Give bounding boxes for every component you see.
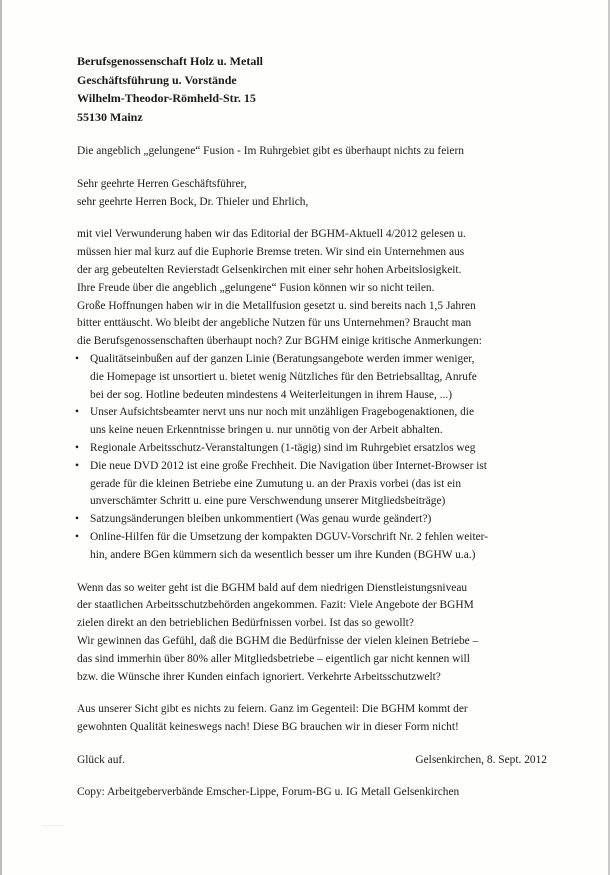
text-line: Große Hoffnungen haben wir in die Metallfusion gesetzt u. sind bereits nach 1,5 Jahren bbox=[77, 299, 476, 312]
list-item bbox=[77, 529, 547, 565]
text-line: gerade für die kleinen Betriebe eine Zumutung u. an der Praxis vorbei (das ist ein bbox=[90, 477, 462, 490]
final-paragraph bbox=[77, 701, 547, 737]
address-line: Geschäftsführung u. Vorstände bbox=[77, 72, 237, 87]
text-line: Unser Aufsichtsbeamter nervt uns nur noch mit unzähligen Fragebogenaktionen, die bbox=[90, 406, 475, 419]
text-line: gewohnten Qualität keineswegs nach! Diese BG brauchen wir in dieser Form nicht! bbox=[77, 721, 459, 734]
bullet-icon: • bbox=[75, 352, 79, 365]
text-line: unverschämter Schritt u. eine pure Verschwendung unserer Mitgliedsbeiträge) bbox=[90, 495, 446, 508]
text-line: hin, andere BGen kümmern sich da wesentlich besser um ihre Kunden (BGHW u.a.) bbox=[90, 548, 476, 561]
closing-greeting: Glück auf. bbox=[77, 753, 126, 766]
list-item bbox=[77, 511, 547, 529]
text-line: Online-Hilfen für die Umsetzung der kompakten DGUV-Vorschrift Nr. 2 fehlen weiter- bbox=[90, 530, 489, 543]
list-item bbox=[77, 351, 547, 404]
bullet-icon: • bbox=[75, 441, 79, 454]
text-line: bzw. die Wünsche ihrer Kunden einfach ignoriert. Verkehrte Arbeitsschutzwelt? bbox=[77, 670, 441, 683]
text-line: bitter enttäuscht. Wo bleibt der angebliche Nutzen für uns Unternehmen? Braucht man bbox=[77, 317, 472, 330]
text-line: müssen hier mal kurz auf die Euphorie Bremse treten. Wir sind ein Unternehmen aus bbox=[77, 246, 465, 259]
bullet-icon: • bbox=[75, 406, 79, 419]
bullet-icon: • bbox=[75, 459, 79, 472]
salutation-line: sehr geehrte Herren Bock, Dr. Thieler und Ehrlich, bbox=[77, 195, 309, 208]
text-line: Die neue DVD 2012 ist eine große Frechheit. Die Navigation über Internet-Browser ist bbox=[90, 459, 487, 472]
text-line: die Homepage ist unsortiert u. bietet wenig Nützliches für den Betriebsalltag, Anrufe bbox=[90, 370, 477, 383]
bullet-icon: • bbox=[75, 530, 79, 543]
recipient-address bbox=[77, 52, 547, 126]
letter-body bbox=[77, 52, 547, 802]
closing-row bbox=[77, 752, 547, 770]
intro-paragraph bbox=[77, 226, 547, 351]
address-line: 55130 Mainz bbox=[77, 109, 143, 124]
text-line: der arg gebeutelten Revierstadt Gelsenkirchen mit einer sehr hohen Arbeitslosigkeit. bbox=[77, 263, 462, 276]
place-date: Gelsenkirchen, 8. Sept. 2012 bbox=[415, 753, 547, 766]
copy-line: Copy: Arbeitgeberverbände Emscher-Lippe, Forum-BG u. IG Metall Gelsenkirchen bbox=[77, 785, 460, 798]
list-item bbox=[77, 404, 547, 440]
text-line: Regionale Arbeitsschutz-Veranstaltungen (1-tägig) sind im Ruhrgebiet ersatzlos weg bbox=[90, 441, 476, 454]
bullet-icon: • bbox=[75, 513, 79, 526]
text-line: bei der sog. Hotline bedeuten mindestens 4 Weiterleitungen in ihrem Hause, ...) bbox=[90, 388, 453, 401]
text-line: mit viel Verwunderung haben wir das Editorial der BGHM-Aktuell 4/2012 gelesen u. bbox=[77, 228, 466, 241]
text-line: Wenn das so weiter geht ist die BGHM bald auf dem niedrigen Dienstleistungsniveau bbox=[77, 581, 468, 594]
text-line: Satzungsänderungen bleiben unkommentiert (Was genau wurde geändert?) bbox=[90, 513, 432, 526]
text-line: der staatlichen Arbeitsschutzbehörden angekommen. Fazit: Viele Angebote der BGHM bbox=[77, 599, 474, 612]
text-line: Qualitätseinbußen auf der ganzen Linie (Beratungsangebote werden immer weniger, bbox=[90, 352, 475, 365]
subject-line: Die angeblich „gelungene“ Fusion - Im Ruhrgebiet gibt es überhaupt nichts zu feiern bbox=[77, 145, 464, 157]
scan-artifact bbox=[42, 825, 64, 834]
text-line: Aus unserer Sicht gibt es nichts zu feiern. Ganz im Gegenteil: Die BGHM kommt der bbox=[77, 703, 468, 716]
text-line: zielen direkt an den betrieblichen Bedürfnissen vorbei. Ist das so gewollt? bbox=[77, 617, 414, 630]
salutation bbox=[77, 176, 547, 212]
address-line: Wilhelm-Theodor-Römheld-Str. 15 bbox=[77, 91, 256, 105]
criticism-list bbox=[77, 351, 547, 565]
text-line: uns keine neuen Erkenntnisse bringen u. nur unnötig von der Arbeit abhalten. bbox=[90, 424, 443, 437]
salutation-line: Sehr geehrte Herren Geschäftsführer, bbox=[77, 177, 247, 190]
text-line: Ihre Freude über die angeblich „gelungene“ Fusion können wir so nicht teilen. bbox=[77, 281, 435, 294]
list-item bbox=[77, 440, 547, 458]
conclusion-paragraph bbox=[77, 580, 547, 687]
text-line: Wir gewinnen das Gefühl, daß die BGHM die Bedürfnisse der vielen kleinen Betriebe – bbox=[77, 634, 479, 647]
text-line: das sind immerhin über 80% aller Mitgliedsbetriebe – eigentlich gar nicht kennen will bbox=[77, 652, 470, 665]
address-line: Berufsgenossenschaft Holz u. Metall bbox=[77, 54, 263, 68]
text-line: die Berufsgenossenschaften überhaupt noch? Zur BGHM einige kritische Anmerkungen: bbox=[77, 335, 482, 348]
list-item bbox=[77, 458, 547, 511]
